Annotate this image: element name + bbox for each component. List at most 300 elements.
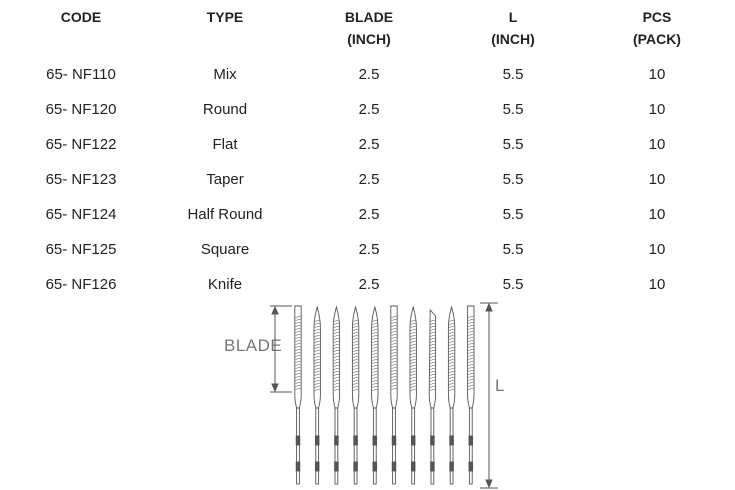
file-teeth — [372, 320, 377, 322]
needle-file — [295, 306, 301, 484]
file-teeth — [391, 319, 396, 321]
file-teeth — [449, 341, 454, 343]
file-teeth — [353, 350, 358, 352]
cell-type: Square — [200, 241, 250, 258]
file-teeth — [391, 382, 396, 384]
file-teeth — [372, 377, 377, 379]
table-row — [0, 168, 735, 192]
needle-files-diagram — [218, 298, 508, 490]
file-grip — [411, 436, 415, 445]
file-teeth — [315, 359, 320, 361]
file-teeth — [372, 326, 377, 328]
file-grip — [335, 436, 339, 445]
file-teeth — [468, 379, 473, 381]
file-teeth — [353, 341, 358, 343]
file-teeth — [315, 341, 320, 343]
file-teeth — [449, 350, 454, 352]
cell-code: 65- NF120 — [45, 101, 117, 118]
file-grip — [469, 436, 473, 445]
file-teeth — [411, 365, 416, 367]
file-teeth — [391, 370, 396, 372]
file-teeth — [411, 323, 416, 325]
cell-length: 5.5 — [502, 171, 524, 188]
file-teeth — [315, 347, 320, 349]
file-teeth — [295, 373, 300, 375]
file-grip — [315, 436, 319, 445]
length-dimension-label: L — [495, 376, 505, 395]
file-grip — [315, 462, 319, 471]
file-teeth — [411, 320, 416, 322]
file-teeth — [468, 319, 473, 321]
file-teeth — [372, 335, 377, 337]
table-row — [0, 203, 735, 227]
needle-file — [410, 307, 416, 484]
file-teeth — [391, 376, 396, 378]
file-teeth — [295, 370, 300, 372]
file-teeth — [372, 329, 377, 331]
file-teeth — [411, 371, 416, 373]
file-teeth — [449, 389, 454, 391]
length-dimension-arrow — [480, 303, 498, 488]
cell-type: Taper — [206, 171, 244, 188]
file-teeth — [372, 332, 377, 334]
file-teeth — [430, 374, 435, 376]
file-teeth — [449, 377, 454, 379]
file-teeth — [315, 350, 320, 352]
blade-dimension-label: BLADE — [224, 336, 283, 355]
file-handle — [297, 408, 300, 484]
file-teeth — [334, 386, 339, 388]
file-teeth — [449, 368, 454, 370]
file-teeth — [411, 344, 416, 346]
header-blade: BLADE (INCH) — [344, 9, 394, 47]
file-teeth — [391, 367, 396, 369]
file-teeth — [353, 344, 358, 346]
file-teeth — [372, 362, 377, 364]
cell-length: 5.5 — [502, 101, 524, 118]
file-teeth — [315, 383, 320, 385]
file-teeth — [295, 343, 300, 345]
needle-file — [333, 307, 339, 484]
file-teeth — [372, 368, 377, 370]
file-teeth — [449, 356, 454, 358]
cell-pcs: 10 — [648, 171, 666, 188]
file-grip — [373, 436, 377, 445]
file-grip — [373, 462, 377, 471]
cell-type: Half Round — [187, 206, 263, 223]
file-teeth — [353, 338, 358, 340]
cell-type: Round — [202, 101, 248, 118]
file-teeth — [430, 347, 435, 349]
cell-type: Mix — [213, 66, 237, 83]
file-teeth — [411, 380, 416, 382]
file-teeth — [391, 361, 396, 363]
file-teeth — [353, 383, 358, 385]
file-teeth — [315, 353, 320, 355]
file-teeth — [334, 377, 339, 379]
file-teeth — [430, 362, 435, 364]
file-teeth — [315, 368, 320, 370]
file-teeth — [353, 386, 358, 388]
file-teeth — [430, 341, 435, 343]
file-grip — [354, 436, 358, 445]
file-teeth — [411, 383, 416, 385]
file-teeth — [315, 380, 320, 382]
file-teeth — [315, 344, 320, 346]
file-teeth — [353, 356, 358, 358]
table-row — [0, 238, 735, 262]
cell-code: 65- NF124 — [45, 206, 117, 223]
file-teeth — [391, 325, 396, 327]
file-teeth — [391, 385, 396, 387]
file-teeth — [468, 328, 473, 330]
cell-pcs: 10 — [648, 241, 666, 258]
table-row — [0, 133, 735, 157]
file-teeth — [372, 371, 377, 373]
file-teeth — [430, 350, 435, 352]
file-teeth — [468, 331, 473, 333]
file-teeth — [315, 332, 320, 334]
cell-pcs: 10 — [648, 66, 666, 83]
file-teeth — [315, 386, 320, 388]
file-teeth — [468, 343, 473, 345]
file-teeth — [334, 383, 339, 385]
file-handle — [412, 408, 415, 484]
file-teeth — [372, 359, 377, 361]
cell-blade: 2.5 — [358, 136, 380, 153]
file-teeth — [334, 341, 339, 343]
file-teeth — [334, 374, 339, 376]
file-teeth — [449, 386, 454, 388]
file-teeth — [468, 376, 473, 378]
cell-type: Knife — [207, 276, 243, 293]
file-teeth — [411, 389, 416, 391]
file-teeth — [391, 352, 396, 354]
header-pcs: PCS (PACK) — [633, 9, 681, 47]
file-teeth — [353, 353, 358, 355]
file-teeth — [372, 353, 377, 355]
file-teeth — [295, 334, 300, 336]
file-teeth — [449, 365, 454, 367]
file-teeth — [315, 374, 320, 376]
file-handle — [354, 408, 357, 484]
file-teeth — [334, 365, 339, 367]
file-teeth — [449, 326, 454, 328]
file-teeth — [449, 374, 454, 376]
file-teeth — [334, 326, 339, 328]
file-teeth — [372, 383, 377, 385]
file-teeth — [430, 368, 435, 370]
cell-length: 5.5 — [502, 136, 524, 153]
file-teeth — [391, 334, 396, 336]
file-teeth — [449, 347, 454, 349]
file-grip — [431, 462, 435, 471]
file-teeth — [468, 388, 473, 390]
file-teeth — [449, 380, 454, 382]
file-teeth — [468, 382, 473, 384]
cell-length: 5.5 — [502, 66, 524, 83]
file-teeth — [315, 323, 320, 325]
header-type: TYPE — [206, 9, 244, 25]
needle-file — [448, 307, 454, 484]
file-teeth — [411, 326, 416, 328]
cell-type: Flat — [212, 136, 238, 153]
file-teeth — [334, 389, 339, 391]
file-teeth — [353, 326, 358, 328]
file-teeth — [353, 389, 358, 391]
file-teeth — [391, 364, 396, 366]
file-teeth — [334, 368, 339, 370]
file-teeth — [295, 328, 300, 330]
file-grip — [296, 462, 300, 471]
file-teeth — [411, 338, 416, 340]
file-teeth — [468, 364, 473, 366]
file-teeth — [411, 329, 416, 331]
file-teeth — [353, 362, 358, 364]
file-teeth — [295, 346, 300, 348]
file-teeth — [295, 364, 300, 366]
file-teeth — [411, 362, 416, 364]
table-row — [0, 98, 735, 122]
cell-code: 65- NF122 — [45, 136, 117, 153]
file-teeth — [334, 380, 339, 382]
file-teeth — [391, 340, 396, 342]
file-teeth — [430, 359, 435, 361]
file-teeth — [468, 325, 473, 327]
file-teeth — [468, 355, 473, 357]
file-teeth — [468, 361, 473, 363]
file-teeth — [391, 358, 396, 360]
file-teeth — [353, 320, 358, 322]
file-teeth — [295, 355, 300, 357]
file-teeth — [411, 374, 416, 376]
file-teeth — [295, 349, 300, 351]
table-header — [0, 6, 735, 56]
cell-pcs: 10 — [648, 206, 666, 223]
table-row — [0, 273, 735, 297]
file-teeth — [315, 335, 320, 337]
file-teeth — [295, 325, 300, 327]
file-teeth — [353, 359, 358, 361]
file-teeth — [334, 371, 339, 373]
file-teeth — [295, 316, 300, 318]
file-teeth — [315, 320, 320, 322]
file-teeth — [391, 316, 396, 318]
file-teeth — [430, 371, 435, 373]
file-teeth — [315, 338, 320, 340]
file-teeth — [411, 353, 416, 355]
file-teeth — [295, 337, 300, 339]
file-teeth — [295, 385, 300, 387]
file-grip — [392, 462, 396, 471]
file-teeth — [449, 344, 454, 346]
file-teeth — [449, 323, 454, 325]
file-teeth — [468, 337, 473, 339]
file-teeth — [295, 382, 300, 384]
file-teeth — [430, 365, 435, 367]
file-grip — [392, 436, 396, 445]
cell-length: 5.5 — [502, 276, 524, 293]
file-teeth — [372, 356, 377, 358]
file-teeth — [334, 353, 339, 355]
needle-file — [372, 307, 378, 484]
file-teeth — [449, 371, 454, 373]
file-handle — [450, 408, 453, 484]
file-teeth — [372, 365, 377, 367]
file-teeth — [468, 322, 473, 324]
cell-length: 5.5 — [502, 241, 524, 258]
file-teeth — [334, 320, 339, 322]
file-teeth — [468, 340, 473, 342]
file-grip — [411, 462, 415, 471]
file-teeth — [372, 347, 377, 349]
file-teeth — [449, 332, 454, 334]
file-teeth — [449, 335, 454, 337]
file-teeth — [449, 383, 454, 385]
file-teeth — [353, 365, 358, 367]
file-teeth — [334, 356, 339, 358]
file-teeth — [430, 320, 435, 322]
file-teeth — [411, 347, 416, 349]
cell-code: 65- NF123 — [45, 171, 117, 188]
file-teeth — [391, 346, 396, 348]
file-teeth — [295, 340, 300, 342]
file-teeth — [468, 316, 473, 318]
file-teeth — [372, 350, 377, 352]
file-teeth — [430, 389, 435, 391]
file-teeth — [411, 377, 416, 379]
cell-blade: 2.5 — [358, 206, 380, 223]
file-teeth — [353, 374, 358, 376]
file-teeth — [411, 356, 416, 358]
cell-blade: 2.5 — [358, 276, 380, 293]
file-teeth — [449, 362, 454, 364]
file-teeth — [391, 322, 396, 324]
file-teeth — [391, 328, 396, 330]
file-teeth — [449, 338, 454, 340]
file-teeth — [295, 361, 300, 363]
file-teeth — [353, 380, 358, 382]
file-handle — [393, 408, 396, 484]
file-teeth — [295, 388, 300, 390]
file-teeth — [353, 323, 358, 325]
file-handle — [469, 408, 472, 484]
file-teeth — [468, 370, 473, 372]
file-teeth — [315, 326, 320, 328]
file-teeth — [430, 377, 435, 379]
file-teeth — [372, 374, 377, 376]
file-teeth — [372, 338, 377, 340]
file-teeth — [334, 362, 339, 364]
file-teeth — [372, 344, 377, 346]
file-teeth — [411, 335, 416, 337]
cell-pcs: 10 — [648, 101, 666, 118]
file-teeth — [315, 365, 320, 367]
file-teeth — [315, 356, 320, 358]
cell-length: 5.5 — [502, 206, 524, 223]
header-code: CODE — [60, 9, 102, 25]
file-teeth — [315, 371, 320, 373]
file-teeth — [449, 353, 454, 355]
file-blade — [468, 306, 474, 408]
blade-dimension-arrow — [270, 306, 292, 392]
file-teeth — [372, 389, 377, 391]
file-teeth — [468, 373, 473, 375]
file-teeth — [295, 367, 300, 369]
file-grip — [450, 462, 454, 471]
file-handle — [316, 408, 319, 484]
file-teeth — [391, 349, 396, 351]
file-teeth — [372, 380, 377, 382]
file-teeth — [468, 349, 473, 351]
file-teeth — [391, 379, 396, 381]
file-teeth — [411, 368, 416, 370]
header-length: L (INCH) — [491, 9, 535, 47]
file-teeth — [353, 368, 358, 370]
file-teeth — [430, 353, 435, 355]
file-teeth — [430, 326, 435, 328]
file-handle — [373, 408, 376, 484]
file-teeth — [334, 359, 339, 361]
file-teeth — [411, 386, 416, 388]
file-grip — [431, 436, 435, 445]
file-grip — [335, 462, 339, 471]
file-teeth — [449, 320, 454, 322]
file-blade — [295, 306, 301, 408]
file-teeth — [391, 388, 396, 390]
file-teeth — [391, 331, 396, 333]
file-teeth — [430, 323, 435, 325]
file-teeth — [353, 371, 358, 373]
cell-blade: 2.5 — [358, 101, 380, 118]
file-teeth — [372, 386, 377, 388]
cell-code: 65- NF125 — [45, 241, 117, 258]
file-teeth — [468, 358, 473, 360]
file-teeth — [449, 329, 454, 331]
file-teeth — [372, 323, 377, 325]
file-teeth — [315, 389, 320, 391]
needle-files-group — [295, 306, 474, 484]
file-teeth — [430, 386, 435, 388]
file-teeth — [391, 373, 396, 375]
file-teeth — [468, 334, 473, 336]
file-teeth — [315, 377, 320, 379]
file-teeth — [295, 322, 300, 324]
file-teeth — [411, 350, 416, 352]
file-teeth — [334, 329, 339, 331]
needle-file — [352, 307, 358, 484]
file-blade — [391, 306, 397, 408]
file-teeth — [430, 335, 435, 337]
needle-file — [314, 307, 320, 484]
cell-code: 65- NF110 — [46, 66, 116, 83]
file-grip — [296, 436, 300, 445]
table-row — [0, 63, 735, 87]
file-teeth — [353, 335, 358, 337]
file-teeth — [315, 329, 320, 331]
file-teeth — [411, 359, 416, 361]
needle-file — [391, 306, 397, 484]
file-teeth — [430, 380, 435, 382]
file-teeth — [468, 367, 473, 369]
file-teeth — [430, 356, 435, 358]
file-teeth — [334, 323, 339, 325]
cell-blade: 2.5 — [358, 241, 380, 258]
needle-file — [429, 310, 435, 484]
file-teeth — [372, 341, 377, 343]
file-teeth — [334, 338, 339, 340]
file-teeth — [295, 358, 300, 360]
